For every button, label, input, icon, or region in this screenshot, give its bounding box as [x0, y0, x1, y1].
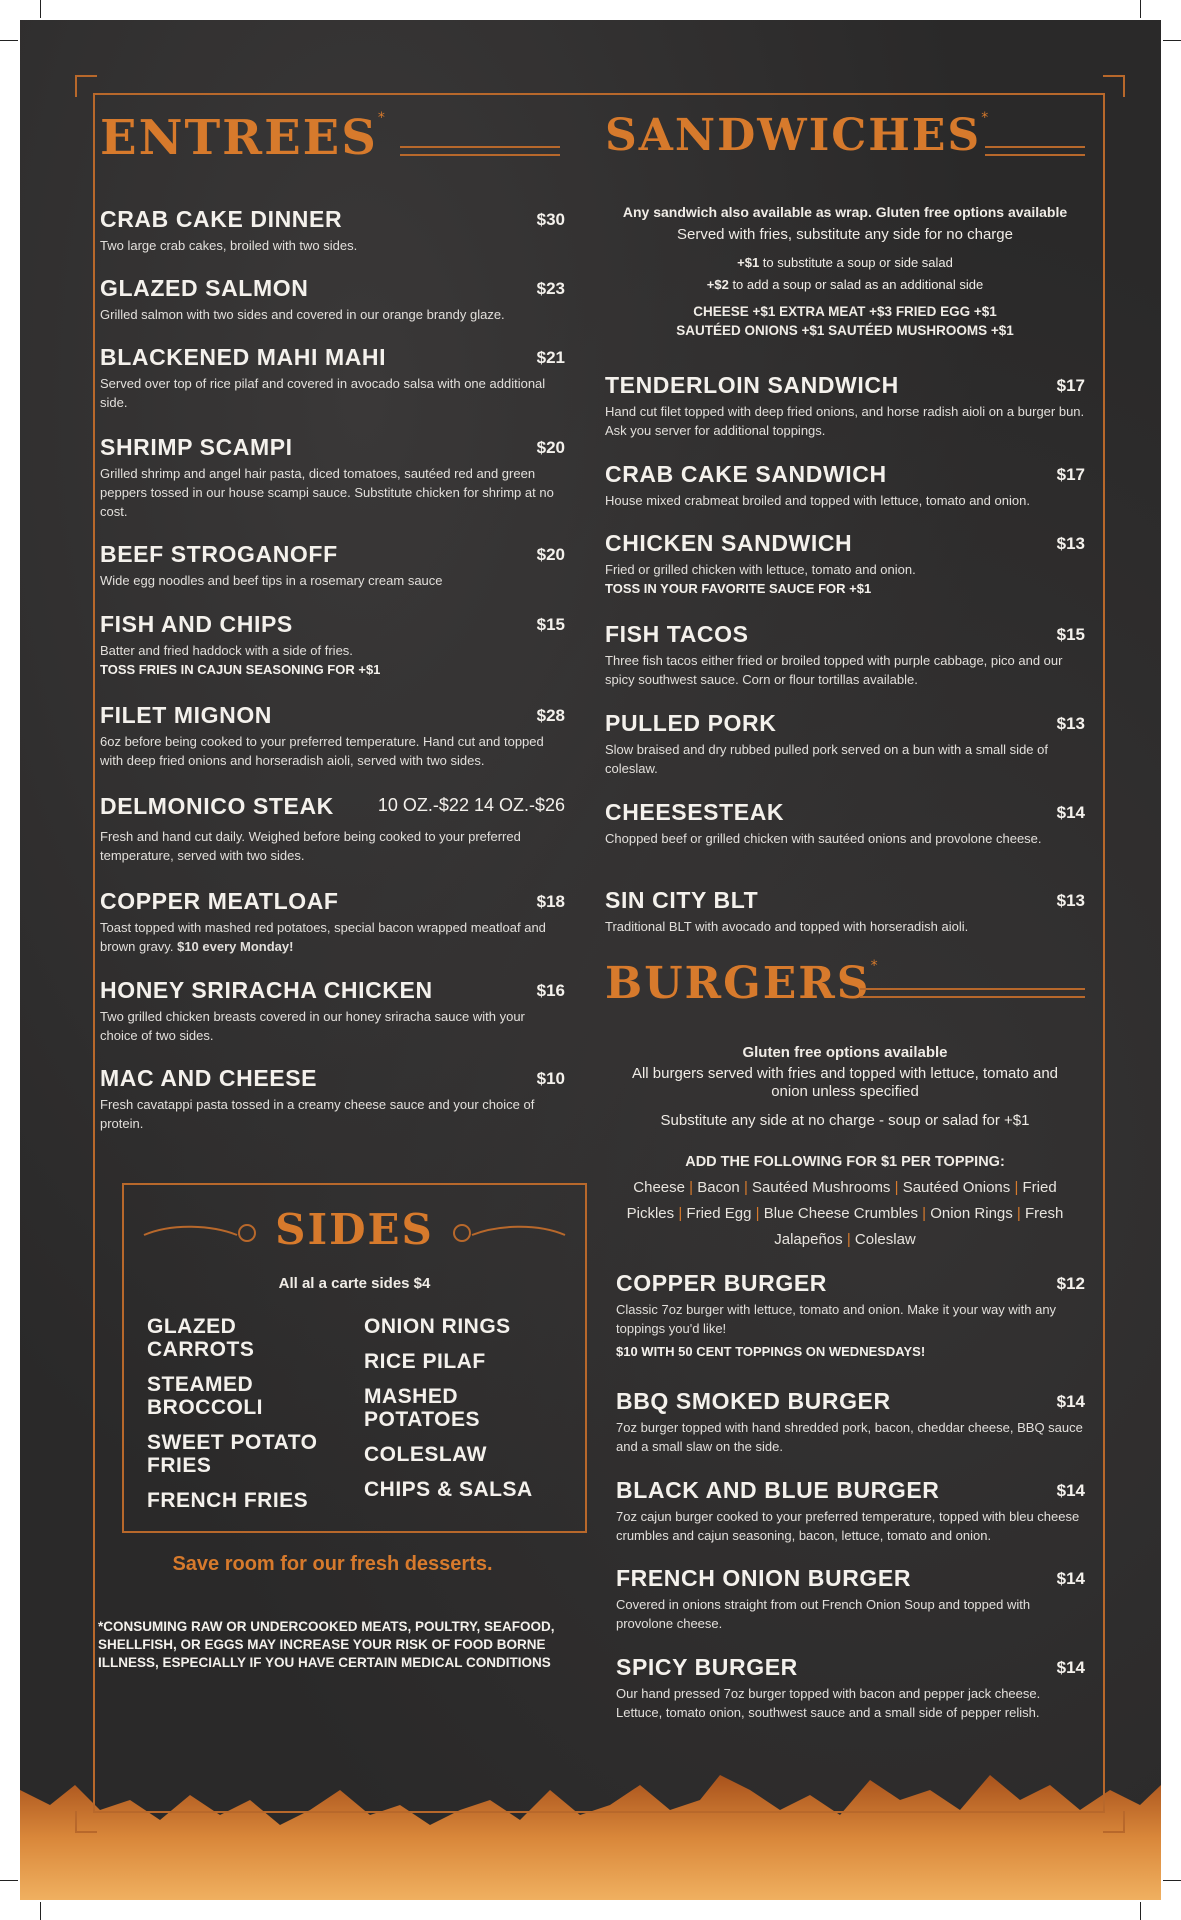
side-item: MASHED POTATOES	[364, 1385, 481, 1431]
sandwich-item	[605, 710, 1085, 778]
item-name: TENDERLOIN SANDWICH	[605, 372, 899, 398]
frame-corner	[75, 1811, 97, 1833]
burgers-title: BURGERS	[605, 958, 871, 1009]
entrees-column	[100, 110, 565, 1131]
item-name: FRENCH ONION BURGER	[616, 1565, 912, 1591]
entree-item	[100, 206, 565, 255]
item-upsell-note: TOSS IN YOUR FAVORITE SAUCE FOR +$1	[605, 581, 872, 596]
item-price: $13	[1056, 534, 1085, 553]
item-price: $18	[536, 892, 565, 911]
item-description: Three fish tacos either fried or broiled topped with purple cabbage, pico and our spicy southwest sauce. Corn or flour tortillas available.	[605, 653, 1063, 687]
item-description: 6oz before being cooked to your preferred temperature. Hand cut and topped with deep fried onions and horseradish aioli, served with two sides.	[100, 734, 544, 768]
sandwich-soup-note	[605, 255, 1085, 270]
side-item: SWEET POTATO FRIES	[147, 1431, 318, 1477]
frame-corner	[75, 75, 97, 97]
item-description: Covered in onions straight from out French Onion Soup and topped with provolone cheese.	[616, 1597, 1031, 1631]
sides-list-left	[147, 1315, 347, 1512]
sandwich-item	[605, 372, 1085, 440]
item-price: $14	[1056, 1569, 1085, 1588]
item-price: $14	[1056, 1481, 1085, 1500]
topping: Bacon	[697, 1179, 740, 1196]
item-description-text: Toast topped with mashed red potatoes, special bacon wrapped meatloaf and brown gravy.	[100, 920, 546, 954]
upcharge-amount: +$1	[737, 255, 760, 270]
sandwiches-column	[605, 110, 1085, 934]
item-price: $20	[536, 545, 565, 564]
burger-item	[616, 1565, 1085, 1633]
burger-item	[616, 1477, 1085, 1545]
item-name: MAC AND CHEESE	[100, 1065, 318, 1091]
item-price: $13	[1056, 891, 1085, 910]
item-name: SPICY BURGER	[616, 1654, 798, 1680]
item-price: $14	[1056, 1658, 1085, 1677]
item-description: Slow braised and dry rubbed pulled pork served on a bun with a small side of coleslaw.	[605, 742, 1048, 776]
frame-corner	[1103, 1811, 1125, 1833]
item-description: Wide egg noodles and beef tips in a rosemary cream sauce	[100, 573, 443, 588]
sandwich-fries-note: Served with fries, substitute any side for no charge	[676, 226, 1013, 243]
item-name: BLACK AND BLUE BURGER	[616, 1477, 940, 1503]
burger-substitute-note: Substitute any side at no charge - soup or salad for +$1	[660, 1112, 1030, 1129]
topping: Sautéed Mushrooms	[752, 1179, 891, 1196]
sandwich-item	[605, 621, 1085, 689]
topping-separator: |	[894, 1179, 899, 1196]
sandwich-extras: SAUTÉED ONIONS +$1 SAUTÉED MUSHROOMS +$1	[676, 323, 1014, 338]
item-price: $14	[1056, 803, 1085, 822]
entree-item	[100, 702, 565, 770]
topping: Sautéed Onions	[902, 1179, 1011, 1196]
title-asterisk: *	[981, 110, 989, 126]
item-price: $20	[536, 438, 565, 457]
topping-separator: |	[846, 1231, 851, 1248]
burger-served-note: onion unless specified	[771, 1083, 919, 1100]
topping-separator: |	[1014, 1179, 1019, 1196]
sandwich-add-note	[605, 277, 1085, 292]
toppings-list	[605, 1175, 1085, 1253]
item-name: CHEESESTEAK	[605, 799, 785, 825]
item-price: 10 OZ.-$22 14 OZ.-$26	[377, 795, 565, 815]
crop-mark	[1140, 1902, 1141, 1920]
item-special-text: $10 every Monday!	[177, 939, 294, 954]
crop-mark	[1163, 1880, 1181, 1881]
topping-separator: |	[689, 1179, 694, 1196]
topping-separator: |	[755, 1205, 760, 1222]
header-rule	[860, 988, 1085, 998]
item-name: COPPER MEATLOAF	[100, 888, 339, 914]
topping-separator: |	[1016, 1205, 1021, 1222]
frame-corner	[1103, 75, 1125, 97]
side-item: FRENCH FRIES	[147, 1489, 309, 1512]
topping: Cheese	[633, 1179, 685, 1196]
side-item: CHIPS & SALSA	[364, 1478, 533, 1501]
item-description: Fresh and hand cut daily. Weighed before being cooked to your preferred temperature, served with two sides.	[100, 829, 521, 863]
item-price: $21	[536, 348, 565, 367]
sandwich-item	[605, 887, 1085, 936]
topping-separator: |	[743, 1179, 748, 1196]
crop-mark	[1140, 0, 1141, 18]
item-price: $28	[536, 706, 565, 725]
desserts-note: Save room for our fresh desserts.	[172, 1553, 493, 1575]
burger-item	[616, 1388, 1085, 1456]
sandwich-wrap-note: Any sandwich also available as wrap. Gluten free options available	[622, 204, 1068, 220]
menu-sheet	[20, 20, 1161, 1900]
item-upsell-note: $10 WITH 50 CENT TOPPINGS ON WEDNESDAYS!	[616, 1344, 926, 1359]
item-price: $17	[1056, 376, 1085, 395]
entree-item	[100, 888, 565, 956]
item-name: SHRIMP SCAMPI	[100, 434, 293, 460]
title-asterisk: *	[870, 958, 878, 974]
topping: Fried Pickles	[626, 1179, 1057, 1222]
crop-mark	[40, 1902, 41, 1920]
burgers-column	[605, 958, 1085, 1720]
sides-price-note: All al a carte sides $4	[278, 1275, 431, 1292]
item-description: Fresh cavatappi pasta tossed in a creamy cheese sauce and your choice of protein.	[100, 1097, 535, 1131]
item-price: $14	[1056, 1392, 1085, 1411]
entree-item	[100, 1065, 565, 1133]
item-description	[100, 918, 565, 956]
entree-item	[100, 275, 565, 324]
side-item: ONION RINGS	[364, 1315, 511, 1338]
item-description: Batter and fried haddock with a side of fries.	[100, 643, 353, 658]
item-description: 7oz burger topped with hand shredded pork, bacon, cheddar cheese, BBQ sauce and a small slaw on the side.	[616, 1420, 1083, 1454]
topping: Fresh Jalapeños	[774, 1205, 1064, 1248]
item-name: BLACKENED MAHI MAHI	[100, 344, 387, 370]
sandwich-item	[605, 530, 1085, 596]
item-price: $15	[1056, 625, 1085, 644]
item-description: Two grilled chicken breasts covered in our honey sriracha sauce with your choice of two sides.	[100, 1009, 525, 1043]
item-price: $10	[536, 1069, 565, 1088]
sandwich-extras: CHEESE +$1 EXTRA MEAT +$3 FRIED EGG +$1	[693, 304, 997, 319]
item-name: DELMONICO STEAK	[100, 793, 334, 819]
item-price: $17	[1056, 465, 1085, 484]
item-name: SIN CITY BLT	[605, 887, 759, 913]
sides-box	[122, 1183, 587, 1533]
item-description: House mixed crabmeat broiled and topped with lettuce, tomato and onion.	[605, 493, 1030, 508]
item-description: Traditional BLT with avocado and topped with horseradish aioli.	[605, 919, 969, 934]
item-description: Our hand pressed 7oz burger topped with bacon and pepper jack cheese. Lettuce, tomato onion, southwest sauce and a small side of pepper relish.	[616, 1686, 1041, 1720]
header-rule	[400, 146, 560, 156]
side-item: GLAZED CARROTS	[147, 1315, 255, 1361]
crop-mark	[0, 40, 18, 41]
sandwich-item	[605, 461, 1085, 510]
toppings-heading: ADD THE FOLLOWING FOR $1 PER TOPPING:	[685, 1154, 1005, 1170]
header-rule	[985, 146, 1085, 156]
topping: Fried Egg	[686, 1205, 752, 1222]
item-description: Fried or grilled chicken with lettuce, tomato and onion.	[605, 562, 916, 577]
sandwiches-header	[605, 110, 1085, 170]
side-item: RICE PILAF	[364, 1350, 486, 1373]
item-description: Hand cut filet topped with deep fried onions, and horse radish aioli on a burger bun. Ask you server for additional toppings.	[605, 404, 1085, 438]
entrees-header	[100, 110, 565, 170]
topping: Blue Cheese Crumbles	[763, 1205, 918, 1222]
burgers-header	[605, 958, 1085, 1018]
burger-served-note: All burgers served with fries and topped with lettuce, tomato and	[631, 1065, 1059, 1082]
item-name: CRAB CAKE DINNER	[100, 206, 343, 232]
burger-item	[616, 1654, 1085, 1722]
item-price: $13	[1056, 714, 1085, 733]
flourish-right-icon	[447, 1217, 567, 1247]
item-description: Two large crab cakes, broiled with two sides.	[100, 238, 358, 253]
item-price: $23	[536, 279, 565, 298]
crop-mark	[0, 1880, 18, 1881]
sides-header	[124, 1205, 585, 1255]
item-name: FISH AND CHIPS	[100, 611, 293, 637]
side-item: COLESLAW	[364, 1443, 487, 1466]
sandwich-item	[605, 799, 1085, 848]
upcharge-text: to substitute a soup or side salad	[759, 255, 953, 270]
entrees-title: ENTREES	[100, 110, 378, 166]
item-description: Classic 7oz burger with lettuce, tomato and onion. Make it your way with any toppings you'd like!	[616, 1302, 1057, 1336]
item-price: $15	[536, 615, 565, 634]
entree-item	[100, 977, 565, 1045]
item-name: GLAZED SALMON	[100, 275, 309, 301]
item-name: FILET MIGNON	[100, 702, 273, 728]
item-name: FISH TACOS	[605, 621, 749, 647]
health-disclaimer: *CONSUMING RAW OR UNDERCOOKED MEATS, POULTRY, SEAFOOD, SHELLFISH, OR EGGS MAY INCREASE YOUR RISK OF FOOD BORNE ILLNESS, ESPECIALLY IF YOU HAVE CERTAIN MEDICAL CONDITIONS	[98, 1619, 555, 1670]
side-item: STEAMED BROCCOLI	[147, 1373, 263, 1419]
item-name: CHICKEN SANDWICH	[605, 530, 853, 556]
flourish-left-icon	[142, 1217, 262, 1247]
entree-item	[100, 434, 565, 521]
sides-list-right	[364, 1315, 564, 1501]
item-name: HONEY SRIRACHA CHICKEN	[100, 977, 433, 1003]
entree-item	[100, 541, 565, 590]
item-price: $12	[1056, 1274, 1085, 1293]
item-description: Grilled salmon with two sides and covered in our orange brandy glaze.	[100, 307, 505, 322]
upcharge-amount: +$2	[706, 277, 729, 292]
item-upsell-note: TOSS FRIES IN CAJUN SEASONING FOR +$1	[100, 662, 381, 677]
topping: Onion Rings	[930, 1205, 1013, 1222]
item-name: CRAB CAKE SANDWICH	[605, 461, 887, 487]
entree-item	[100, 793, 565, 865]
item-name: PULLED PORK	[605, 710, 777, 736]
item-description: 7oz cajun burger cooked to your preferred temperature, topped with bleu cheese crumbles and cajun seasoning, bacon, lettuce, tomato and onion.	[616, 1509, 1080, 1543]
upcharge-text: to add a soup or salad as an additional side	[728, 277, 984, 292]
sandwiches-title: SANDWICHES	[605, 110, 982, 161]
title-asterisk: *	[377, 110, 385, 126]
crop-mark	[40, 0, 41, 18]
crop-mark	[1163, 40, 1181, 41]
item-description: Served over top of rice pilaf and covered in avocado salsa with one additional side.	[100, 376, 546, 410]
burger-gluten-note: Gluten free options available	[742, 1044, 948, 1061]
item-price: $30	[536, 210, 565, 229]
entree-item	[100, 344, 565, 412]
item-description: Chopped beef or grilled chicken with sautéed onions and provolone cheese.	[605, 831, 1042, 846]
topping: Coleslaw	[854, 1231, 916, 1248]
burger-item	[616, 1270, 1085, 1359]
entree-item	[100, 611, 565, 677]
item-description: Grilled shrimp and angel hair pasta, diced tomatoes, sautéed red and green peppers tossed in our house scampi sauce. Substitute chicken for shrimp at no cost.	[100, 466, 554, 519]
item-name: BEEF STROGANOFF	[100, 541, 338, 567]
item-name: BBQ SMOKED BURGER	[616, 1388, 891, 1414]
topping-separator: |	[678, 1205, 683, 1222]
item-price: $16	[536, 981, 565, 1000]
sides-title: SIDES	[275, 1205, 434, 1254]
item-name: COPPER BURGER	[616, 1270, 827, 1296]
topping-separator: |	[922, 1205, 927, 1222]
